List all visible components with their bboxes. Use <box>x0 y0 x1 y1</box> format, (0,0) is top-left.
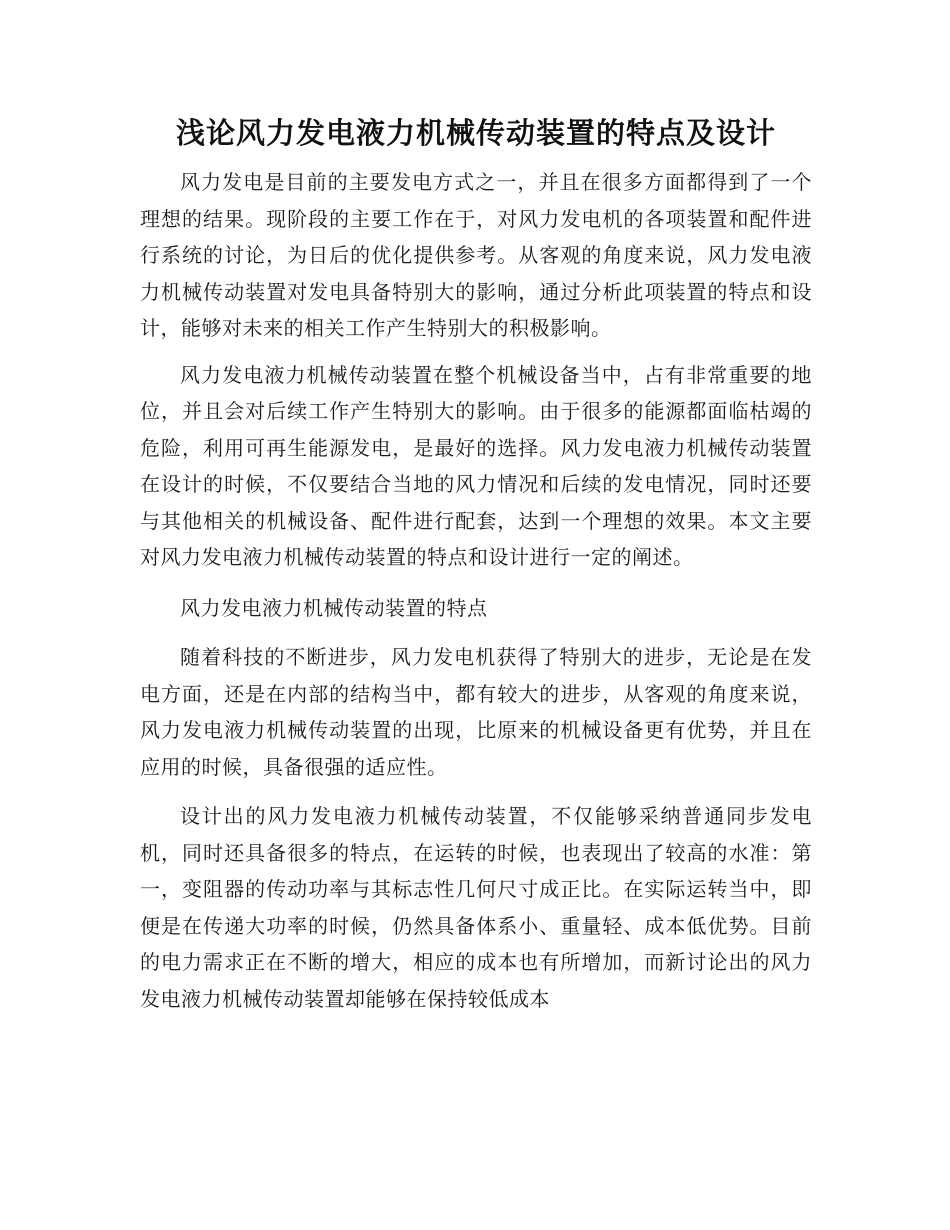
intro-paragraph: 风力发电是目前的主要发电方式之一，并且在很多方面都得到了一个理想的结果。现阶段的主要工作在于，对风力发电机的各项装置和配件进行系统的讨论，为日后的优化提供参考。从客观的角度来说，风力发电液力机械传动装置对发电具备特别大的影响，通过分析此项装置的特点和设计，能够对未来的相关工作产生特别大的积极影响。 <box>140 170 812 340</box>
document-title: 浅论风力发电液力机械传动装置的特点及设计 <box>175 116 776 150</box>
section-paragraph-2: 设计出的风力发电液力机械传动装置，不仅能够采纳普通同步发电机，同时还具备很多的特点，在运转的时候，也表现出了较高的水准：第一，变阻器的传动功率与其标志性几何尺寸成正比。在实际运转当中，即便是在传递大功率的时候，仍然具备体系小、重量轻、成本低优势。目前的电力需求正在不断的增大，相应的成本也有所增加，而新讨论出的风力发电液力机械传动装置却能够在保持较低成本 <box>140 804 812 1011</box>
document-page <box>140 112 812 1017</box>
background-paragraph: 风力发电液力机械传动装置在整个机械设备当中，占有非常重要的地位，并且会对后续工作产生特别大的影响。由于很多的能源都面临枯竭的危险，利用可再生能源发电，是最好的选择。风力发电液力机械传动装置在设计的时候，不仅要结合当地的风力情况和后续的发电情况，同时还要与其他相关的机械设备、配件进行配套，达到一个理想的效果。本文主要对风力发电液力机械传动装置的特点和设计进行一定的阐述。 <box>140 362 812 569</box>
section-heading: 风力发电液力机械传动装置的特点 <box>180 595 488 620</box>
section-paragraph-1: 随着科技的不断进步，风力发电机获得了特别大的进步，无论是在发电方面，还是在内部的结构当中，都有较大的进步，从客观的角度来说，风力发电液力机械传动装置的出现，比原来的机械设备更有优势，并且在应用的时候，具备很强的适应性。 <box>140 645 812 779</box>
